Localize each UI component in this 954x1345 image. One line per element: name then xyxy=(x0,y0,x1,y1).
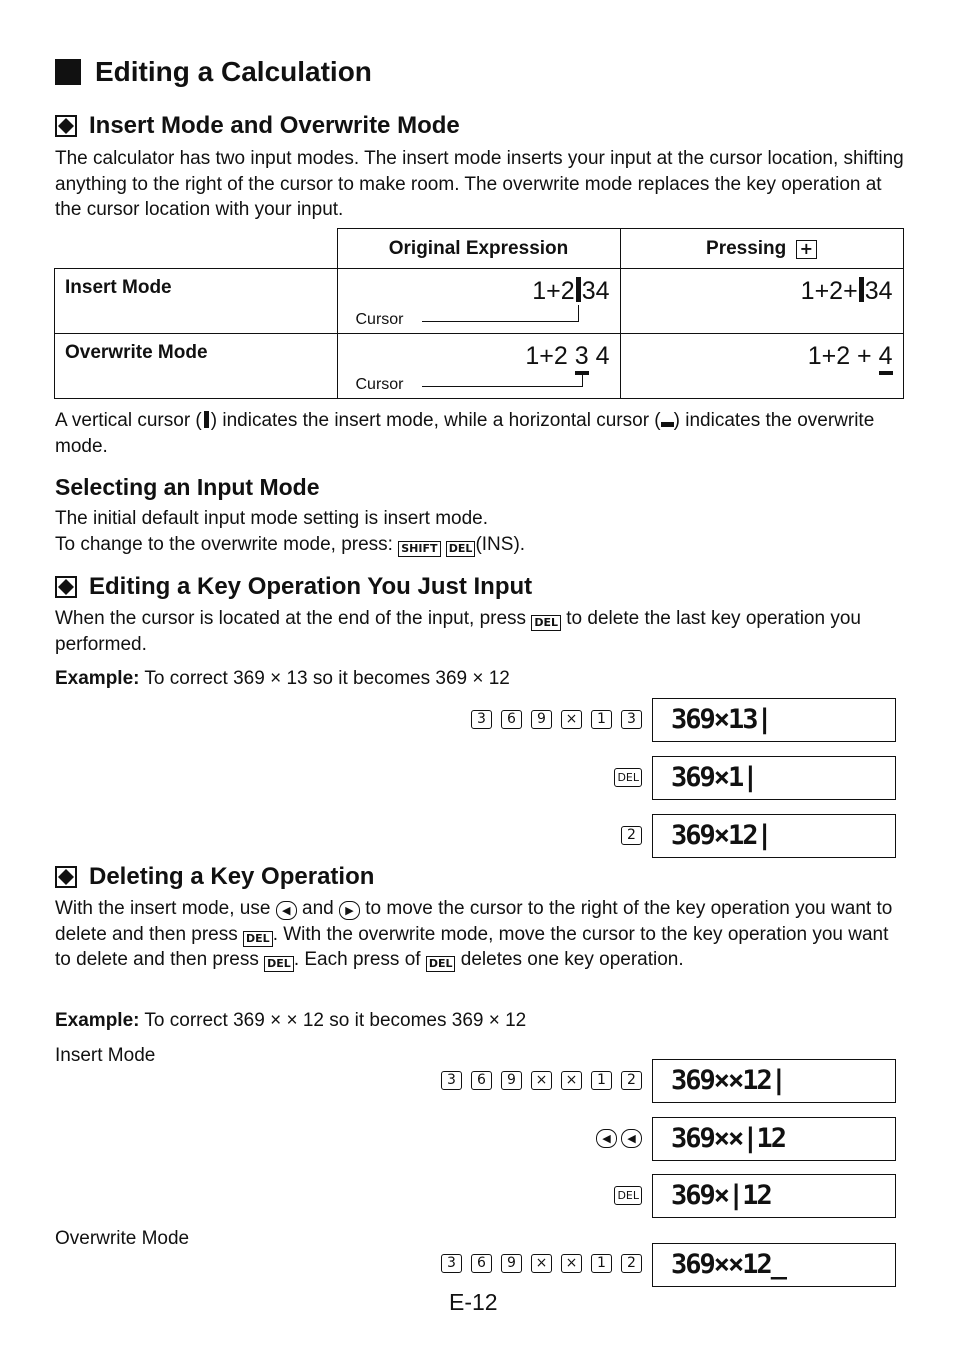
digit-key: 3 xyxy=(621,710,642,729)
del-key: DEL xyxy=(446,541,476,557)
del-key: DEL xyxy=(264,956,294,972)
digit-key: 3 xyxy=(441,1071,462,1090)
del-key: DEL xyxy=(243,931,273,947)
selecting-line1: The initial default input mode setting is insert mode. xyxy=(55,508,489,529)
shift-key: SHIFT xyxy=(398,541,440,557)
insert-pressing-cell xyxy=(620,269,903,334)
digit-key: 1 xyxy=(591,1071,612,1090)
multiply-key: × xyxy=(561,1071,582,1090)
deleting-step-1-keys xyxy=(432,1071,642,1090)
cursor-pointer-line xyxy=(422,305,579,322)
multiply-key: × xyxy=(531,1071,552,1090)
heading-insert-overwrite: Insert Mode and Overwrite Mode xyxy=(55,112,460,140)
digit-key: 6 xyxy=(471,1254,492,1273)
overwrite-original-expr: 1+2 3 4 xyxy=(525,342,609,375)
digit-key: 2 xyxy=(621,1254,642,1273)
deleting-step-4-display: 369××12_ xyxy=(652,1243,896,1287)
del-key: DEL xyxy=(614,768,642,787)
deleting-para: With the insert mode, use ◀ and ▶ to move the cursor to the right of the key operation you want to delete and then press DEL . With the overwrite mode, move the cursor to the key operation you want to delete and then press DEL . Each press of DEL deletes one key operation. xyxy=(55,898,893,970)
overwrite-pressing-expr: 1+2 + 4 xyxy=(808,342,893,375)
diamond-frame-icon xyxy=(55,576,77,598)
left-arrow-key: ◀ xyxy=(621,1129,642,1148)
cursor-pointer-line xyxy=(422,374,583,387)
editing-step-2-display: 369×1| xyxy=(652,756,896,800)
diamond-frame-icon xyxy=(55,866,77,888)
table-corner xyxy=(55,229,338,269)
del-key: DEL xyxy=(426,956,456,972)
digit-key: 2 xyxy=(621,1071,642,1090)
heading-deleting: Deleting a Key Operation xyxy=(55,863,374,891)
digit-key: 6 xyxy=(501,710,522,729)
insert-mode-label: Insert Mode xyxy=(55,1045,156,1066)
diamond-frame-icon xyxy=(55,115,77,137)
deleting-example: Example: To correct 369 × × 12 so it becomes 369 × 12 xyxy=(55,1010,527,1031)
deleting-step-4-keys xyxy=(432,1254,642,1273)
vertical-cursor-icon xyxy=(576,277,581,302)
del-key: DEL xyxy=(531,615,561,631)
digit-key: 2 xyxy=(621,826,642,845)
deleting-step-3-keys xyxy=(605,1186,642,1205)
overwrite-original-cell xyxy=(337,334,620,399)
multiply-key: × xyxy=(561,710,582,729)
heading-selecting: Selecting an Input Mode xyxy=(55,474,320,500)
overwrite-pressing-cell xyxy=(620,334,903,399)
digit-key: 9 xyxy=(531,710,552,729)
editing-step-1-keys xyxy=(462,710,642,729)
deleting-step-2-display: 369××|12 xyxy=(652,1117,896,1161)
editing-step-3-display: 369×12| xyxy=(652,814,896,858)
plus-key: + xyxy=(796,240,817,259)
mode-table xyxy=(54,228,904,399)
heading-editing-last: Editing a Key Operation You Just Input xyxy=(55,573,532,601)
digit-key: 6 xyxy=(471,1071,492,1090)
multiply-key: × xyxy=(531,1254,552,1273)
insert-original-cell xyxy=(337,269,620,334)
editing-step-3-keys xyxy=(612,826,642,845)
del-key: DEL xyxy=(614,1186,642,1205)
horizontal-cursor-icon xyxy=(661,422,674,427)
insert-original-expr: 1+2 34 xyxy=(532,277,610,305)
page-number: E-12 xyxy=(449,1289,498,1315)
deleting-step-3-display: 369×|12 xyxy=(652,1174,896,1218)
insert-pressing-expr: 1+2+ 34 xyxy=(800,277,893,305)
deleting-step-1-display: 369××12| xyxy=(652,1059,896,1103)
vertical-cursor-icon xyxy=(859,277,864,302)
row-overwrite-mode: Overwrite Mode xyxy=(55,334,338,399)
section-title: Editing a Calculation xyxy=(55,56,372,88)
black-square-icon xyxy=(55,59,81,85)
digit-key: 1 xyxy=(591,1254,612,1273)
row-insert-mode: Insert Mode xyxy=(55,269,338,334)
overwrite-mode-label: Overwrite Mode xyxy=(55,1228,190,1249)
insert-overwrite-para: The calculator has two input modes. The insert mode inserts your input at the cursor location, shifting anything to the right of the cursor to make room. The overwrite mode replaces the key operation at the cursor location with your input. xyxy=(55,148,904,220)
col-pressing: Pressing + xyxy=(620,229,903,269)
multiply-key: × xyxy=(561,1254,582,1273)
editing-step-1-display: 369×13| xyxy=(652,698,896,742)
col-original: Original Expression xyxy=(337,229,620,269)
deleting-step-2-keys xyxy=(592,1129,642,1148)
editing-step-2-keys xyxy=(605,768,642,787)
digit-key: 9 xyxy=(501,1071,522,1090)
digit-key: 3 xyxy=(471,710,492,729)
right-arrow-key: ▶ xyxy=(339,901,360,920)
cursor-label: Cursor xyxy=(355,376,404,393)
digit-key: 1 xyxy=(591,710,612,729)
editing-example: Example: To correct 369 × 13 so it becomes 369 × 12 xyxy=(55,668,510,689)
digit-key: 3 xyxy=(441,1254,462,1273)
cursor-label: Cursor xyxy=(355,311,404,328)
digit-key: 9 xyxy=(501,1254,522,1273)
cursor-note: A vertical cursor ( ) indicates the insert mode, while a horizontal cursor ( ) indicates the overwrite mode. xyxy=(55,410,875,457)
left-arrow-key: ◀ xyxy=(596,1129,617,1148)
left-arrow-key: ◀ xyxy=(276,901,297,920)
selecting-line2: To change to the overwrite mode, press: SHIFT DEL (INS). xyxy=(55,534,526,555)
vertical-cursor-icon xyxy=(204,411,209,428)
editing-last-para: When the cursor is located at the end of the input, press DEL to delete the last key operation you performed. xyxy=(55,608,861,655)
